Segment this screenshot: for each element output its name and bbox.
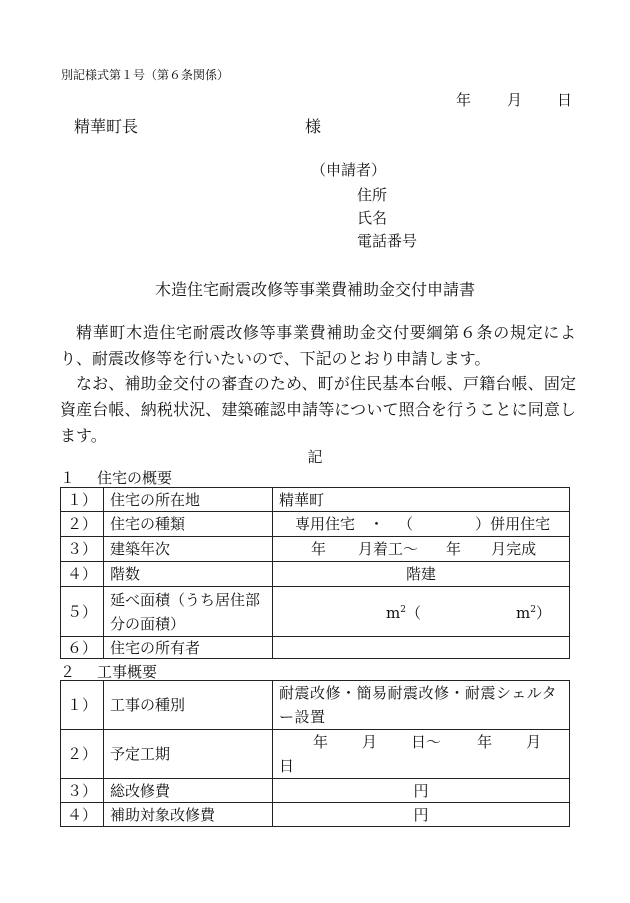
- row-number: １）: [61, 681, 104, 730]
- table-row: [61, 803, 570, 827]
- body-paragraph-2: なお、補助金交付の審査のため、町が住民基本台帳、戸籍台帳、固定資産台帳、納税状況、建築確認申請等について照合を行うことに同意します。: [60, 374, 576, 445]
- open-paren: （: [405, 604, 421, 622]
- table-row: [61, 779, 570, 803]
- row-label: 階数: [104, 562, 273, 587]
- row-label: 延べ面積（うち居住部分の面積）: [104, 587, 273, 637]
- row-number: ３）: [61, 779, 104, 803]
- table-row: [61, 587, 570, 637]
- table-row: [61, 512, 570, 537]
- row-label: 住宅の所在地: [104, 488, 273, 512]
- complete-month-label: 月完成: [491, 540, 537, 558]
- area-unit: m: [516, 604, 531, 622]
- addressee: 精華町長: [74, 117, 139, 136]
- year-label: 年: [446, 540, 462, 558]
- row-label: 住宅の所有者: [104, 637, 273, 659]
- applicant-address-label: 住所: [357, 186, 388, 204]
- table-row: [61, 537, 570, 562]
- total-cost-value[interactable]: 円: [273, 779, 570, 803]
- row-number: ２）: [61, 512, 104, 537]
- table-row: [61, 562, 570, 587]
- row-number: ５）: [61, 587, 104, 637]
- housing-type-value[interactable]: [273, 512, 570, 537]
- row-number: １）: [61, 488, 104, 512]
- section2-heading: [60, 661, 157, 682]
- schedule-value[interactable]: [273, 730, 570, 779]
- date-month-label: 月: [507, 91, 523, 109]
- applicant-name-label: 氏名: [357, 209, 388, 227]
- date-year-label: 年: [456, 91, 472, 109]
- table-row: [61, 730, 570, 779]
- section2-number: ２: [60, 663, 76, 681]
- separator-dot: ・: [369, 515, 385, 533]
- date-day-label: 日: [557, 91, 573, 109]
- location-value[interactable]: 精華町: [273, 488, 570, 512]
- year-label: 年: [311, 540, 327, 558]
- subsidy-cost-value[interactable]: 円: [273, 803, 570, 827]
- table-row: [61, 637, 570, 659]
- row-number: ３）: [61, 537, 104, 562]
- ki-heading: 記: [307, 448, 323, 466]
- housing-overview-table: [60, 487, 570, 659]
- applicant-phone-label: 電話番号: [357, 232, 418, 250]
- floor-area-value[interactable]: [273, 587, 570, 637]
- row-number: ２）: [61, 730, 104, 779]
- end-day-label: 日: [279, 757, 295, 775]
- floors-value[interactable]: 階建: [273, 562, 570, 587]
- start-year-label: 年: [313, 733, 329, 751]
- open-paren: （: [398, 515, 414, 533]
- form-number: 別記様式第１号（第６条関係）: [61, 68, 230, 82]
- row-number: ４）: [61, 803, 104, 827]
- applicant-label: （申請者）: [311, 161, 387, 179]
- section1-number: １: [60, 469, 76, 487]
- combined-housing-option[interactable]: ）併用住宅: [475, 515, 551, 533]
- start-month-label: 月着工〜: [358, 540, 419, 558]
- area-unit-exponent: 2: [530, 605, 536, 615]
- exclusive-housing-option[interactable]: 専用住宅: [295, 515, 356, 533]
- row-label: 住宅の種類: [104, 512, 273, 537]
- section2-title: 工事概要: [97, 663, 158, 681]
- area-unit: m: [386, 604, 401, 622]
- row-number: ４）: [61, 562, 104, 587]
- close-paren: ）: [535, 604, 551, 622]
- construction-type-value[interactable]: 耐震改修・簡易耐震改修・耐震シェルター設置: [273, 681, 570, 730]
- start-month-label: 月: [362, 733, 378, 751]
- table-row: [61, 681, 570, 730]
- row-label: 建築年次: [104, 537, 273, 562]
- row-label: 予定工期: [104, 730, 273, 779]
- row-number: ６）: [61, 637, 104, 659]
- section1-title: 住宅の概要: [97, 469, 173, 487]
- body-paragraph-1: 精華町木造住宅耐震改修等事業費補助金交付要綱第６条の規定により、耐震改修等を行いたいので、下記のとおり申請します。: [60, 323, 576, 368]
- owner-value[interactable]: [273, 637, 570, 659]
- area-unit-exponent: 2: [400, 605, 406, 615]
- section1-heading: [60, 467, 172, 488]
- end-month-label: 月: [526, 733, 542, 751]
- honorific: 様: [305, 117, 322, 136]
- end-year-label: 年: [477, 733, 493, 751]
- row-label: 補助対象改修費: [104, 803, 273, 827]
- start-day-label: 日〜: [411, 733, 442, 751]
- table-row: [61, 488, 570, 512]
- row-label: 工事の種別: [104, 681, 273, 730]
- build-year-value[interactable]: [273, 537, 570, 562]
- document-title: 木造住宅耐震改修等事業費補助金交付申請書: [154, 280, 475, 299]
- construction-overview-table: [60, 680, 570, 827]
- row-label: 総改修費: [104, 779, 273, 803]
